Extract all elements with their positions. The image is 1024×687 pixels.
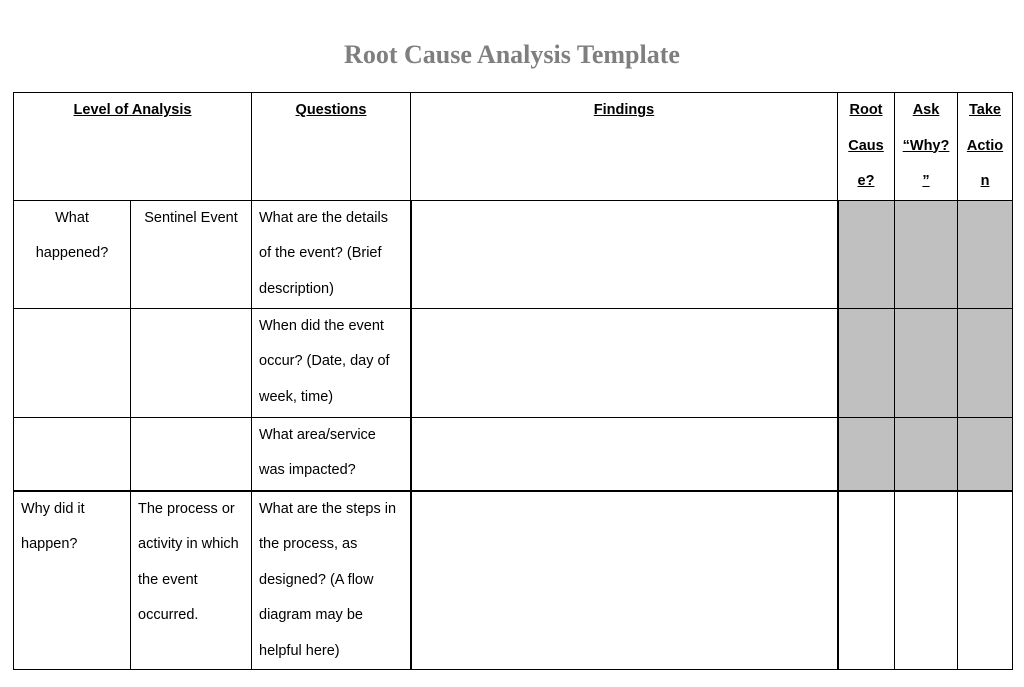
header-row bbox=[14, 93, 1013, 201]
take-action-cell[interactable] bbox=[958, 308, 1013, 417]
root-cause-cell[interactable] bbox=[838, 417, 895, 491]
take-action-cell[interactable] bbox=[958, 200, 1013, 308]
sub-level-cell bbox=[131, 308, 252, 417]
sub-level-cell: Sentinel Event bbox=[131, 200, 252, 308]
header-root-cause: Root Caus e? bbox=[838, 93, 895, 201]
ask-why-cell[interactable] bbox=[895, 308, 958, 417]
sub-level-cell bbox=[131, 417, 252, 491]
findings-cell[interactable] bbox=[411, 308, 838, 417]
root-cause-cell[interactable] bbox=[838, 200, 895, 308]
question-cell: What are the details of the event? (Brief description) bbox=[252, 200, 411, 308]
table-row bbox=[14, 308, 1013, 417]
level-cell: What happened? bbox=[14, 200, 131, 308]
header-questions: Questions bbox=[252, 93, 411, 201]
header-take-action: Take Actio n bbox=[958, 93, 1013, 201]
level-cell: Why did it happen? bbox=[14, 491, 131, 670]
level-cell bbox=[14, 308, 131, 417]
root-cause-analysis-table bbox=[13, 92, 1013, 670]
level-cell bbox=[14, 417, 131, 491]
findings-cell[interactable] bbox=[411, 200, 838, 308]
take-action-cell[interactable] bbox=[958, 491, 1013, 670]
document-title: Root Cause Analysis Template bbox=[344, 40, 680, 69]
ask-why-cell[interactable] bbox=[895, 491, 958, 670]
header-level-of-analysis: Level of Analysis bbox=[14, 93, 252, 201]
question-cell: When did the event occur? (Date, day of week, time) bbox=[252, 308, 411, 417]
table-row bbox=[14, 417, 1013, 491]
question-cell: What area/service was impacted? bbox=[252, 417, 411, 491]
take-action-cell[interactable] bbox=[958, 417, 1013, 491]
table-row bbox=[14, 491, 1013, 670]
table-row bbox=[14, 200, 1013, 308]
root-cause-cell[interactable] bbox=[838, 308, 895, 417]
root-cause-cell[interactable] bbox=[838, 491, 895, 670]
header-findings: Findings bbox=[411, 93, 838, 201]
ask-why-cell[interactable] bbox=[895, 417, 958, 491]
question-cell: What are the steps in the process, as designed? (A flow diagram may be helpful here) bbox=[252, 491, 411, 670]
findings-cell[interactable] bbox=[411, 417, 838, 491]
ask-why-cell[interactable] bbox=[895, 200, 958, 308]
sub-level-cell: The process or activity in which the event occurred. bbox=[131, 491, 252, 670]
header-ask-why: Ask “Why? ” bbox=[895, 93, 958, 201]
findings-cell[interactable] bbox=[411, 491, 838, 670]
